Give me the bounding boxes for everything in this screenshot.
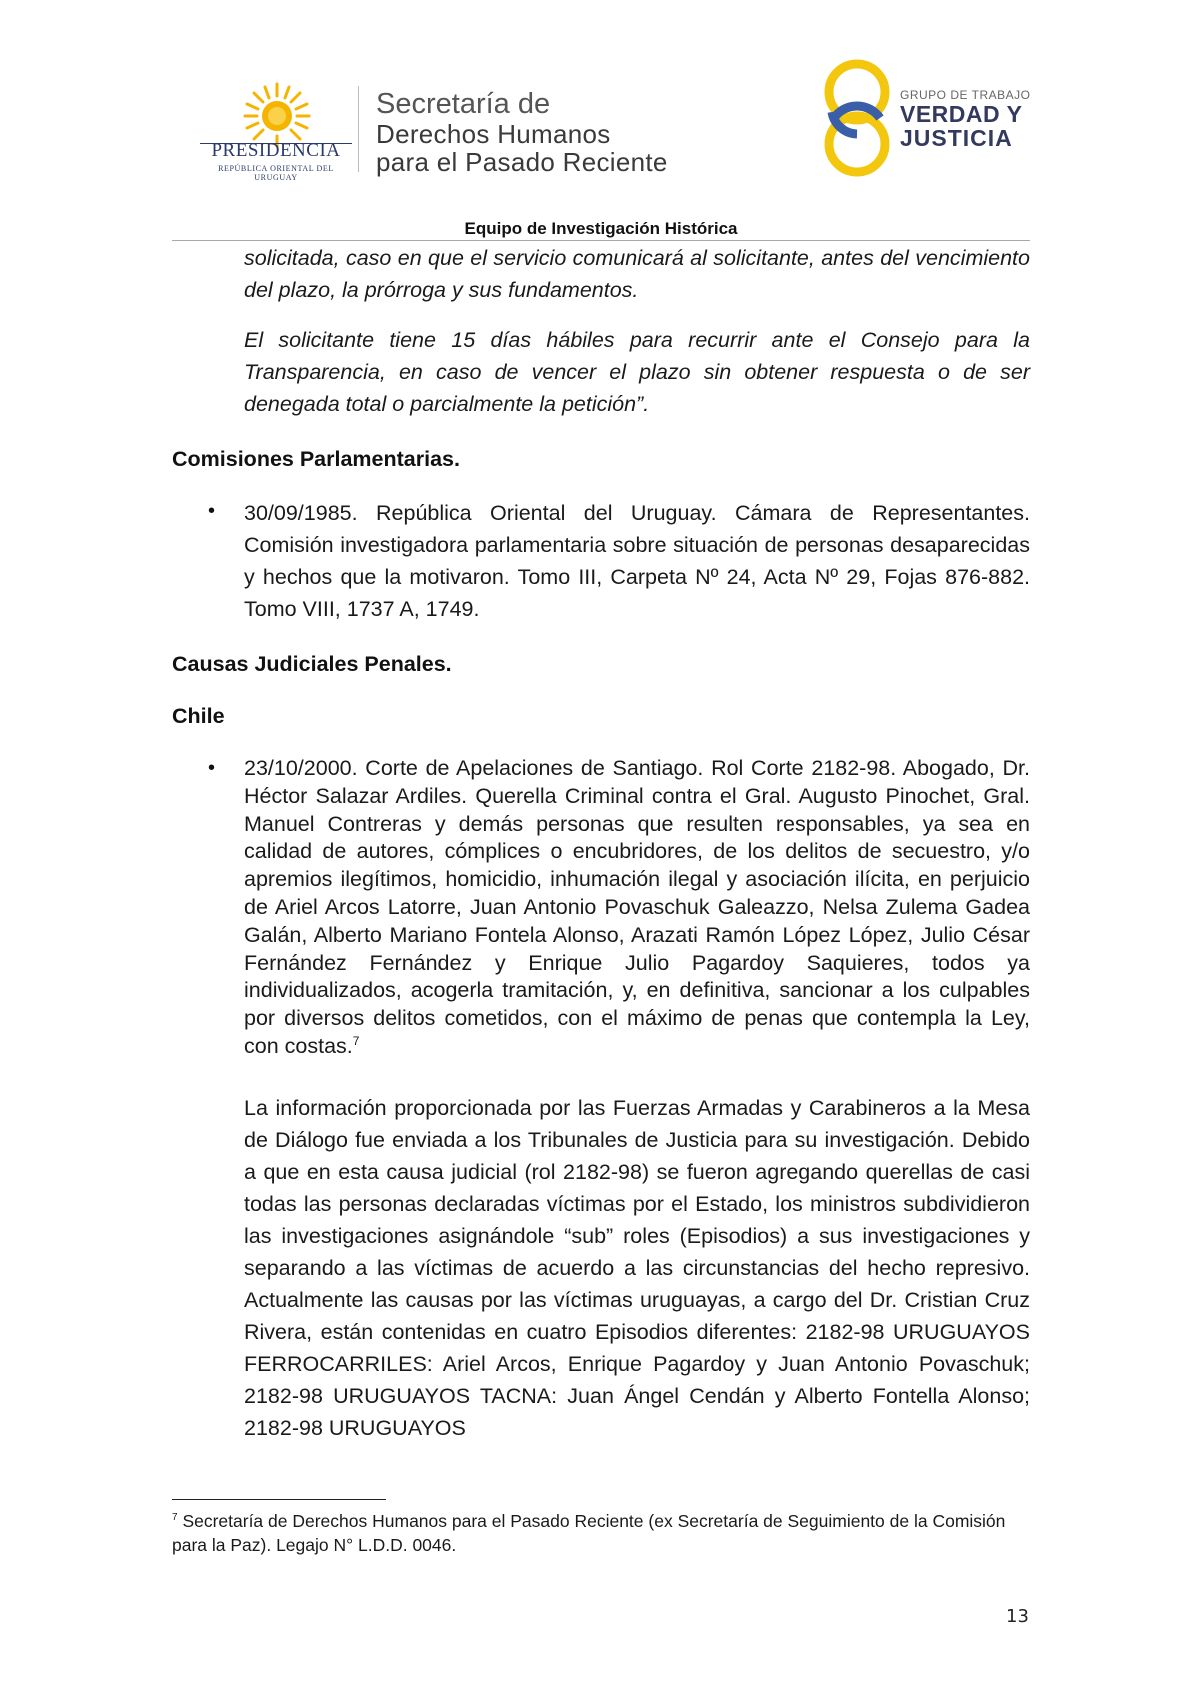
footnote-reference: 7 [352,1033,360,1048]
bullet-chile: • [208,757,216,779]
verdad-label: VERDAD Y [900,101,1023,127]
item-chile-text: 23/10/2000. Corte de Apelaciones de Santiago. Rol Corte 2182-98. Abogado, Dr. Héctor Salazar Ardiles. Querella Criminal contra el Gral. Augusto Pinochet, Gral. Manuel Contreras y demás personas que resulten responsables, ya sea en calidad de autores, cómplices o encubridores, de los delitos de secuestro, y/o apremios ilegítimos, homicidio, inhumación ilegal y asociación ilícita, en perjuicio de Ariel Arcos Latorre, Juan Antonio Povaschuk Galeazzo, Nelsa Zulema Gadea Galán, Alberto Mariano Fontela Alonso, Arazati Ramón López López, Julio César Fernández Fernández y Enrique Julio Pagardoy Saquieres, todos ya individualizados, acogerla tramitación, y, en definitiva, sancionar a los culpables por diversos delitos cometidos, con el máximo de penas que contempla la Ley, con costas. [244,756,1030,1058]
bullet-comisiones: • [208,500,216,522]
secretaria-title [376,88,668,176]
footnote [172,1509,1030,1557]
item-chile [244,755,1030,1061]
footnote-number: 7 [172,1512,178,1524]
presidencia-word: PRESIDENCIA [211,140,341,161]
secretaria-line3: para el Pasado Reciente [376,147,668,177]
paragraph-informacion: La información proporcionada por las Fuerzas Armadas y Carabineros a la Mesa de Diálogo fue enviada a los Tribunales de Justicia para su investigación. Debido a que en esta causa judicial (rol 2182-98) se fueron agregando querellas de casi todas las personas declaradas víctimas por el Estado, los ministros subdividieron las investigaciones asignándole “sub” roles (Episodios) a sus investigaciones y separando a las víctimas de acuerdo a las circunstancias del hecho represivo. Actualmente las causas por las víctimas uruguayas, a cargo del Dr. Cristian Cruz Rivera, están contenidas en cuatro Episodios diferentes: 2182-98 URUGUAYOS FERROCARRILES: Ariel Arcos, Enrique Pagardoy y Juan Antonio Povaschuk; 2182-98 URUGUAYOS TACNA: Juan Ángel Cendán y Alberto Fontella Alonso; 2182-98 URUGUAYOS [244,1096,1030,1440]
footnote-rule [172,1499,386,1500]
quote-paragraph-2: El solicitante tiene 15 días hábiles para recurrir ante el Consejo para la Transparencia, en caso de vencer el plazo sin obtener respuesta o de ser denegada total o parcialmente la petición”. [244,328,1030,416]
justicia-label: JUSTICIA [900,125,1013,151]
item-comisiones: 30/09/1985. República Oriental del Uruguay. Cámara de Representantes. Comisión investigadora parlamentaria sobre situación de personas desaparecidas y hechos que la motivaron. Tomo III, Carpeta Nº 24, Acta Nº 29, Fojas 876-882. Tomo VIII, 1737 A, 1749. [244,501,1030,621]
presidencia-subtitle: REPÚBLICA ORIENTAL DEL URUGUAY [218,164,334,182]
heading-causas: Causas Judiciales Penales. [172,652,452,676]
header-divider [358,86,359,172]
team-title: Equipo de Investigación Histórica [464,219,738,238]
grupo-trabajo-label: GRUPO DE TRABAJO [900,88,1031,102]
header-rule [172,240,1030,241]
verdad-justicia-logo [822,56,1032,180]
footnote-text: Secretaría de Derechos Humanos para el Pasado Reciente (ex Secretaría de Seguimiento de la Comisión para la Paz). Legajo N° L.D.D. 0046. [172,1511,1006,1555]
page-number: 13 [1006,1606,1029,1627]
heading-comisiones: Comisiones Parlamentarias. [172,447,460,471]
heading-chile: Chile [172,704,225,728]
secretaria-line1: Secretaría de [376,88,551,120]
interlocking-rings-icon [822,56,892,180]
secretaria-line2: Derechos Humanos [376,119,611,149]
presidencia-logo [196,80,356,180]
quote-paragraph-1: solicitada, caso en que el servicio comunicará al solicitante, antes del vencimiento del plazo, la prórroga y sus fundamentos. [244,246,1030,302]
